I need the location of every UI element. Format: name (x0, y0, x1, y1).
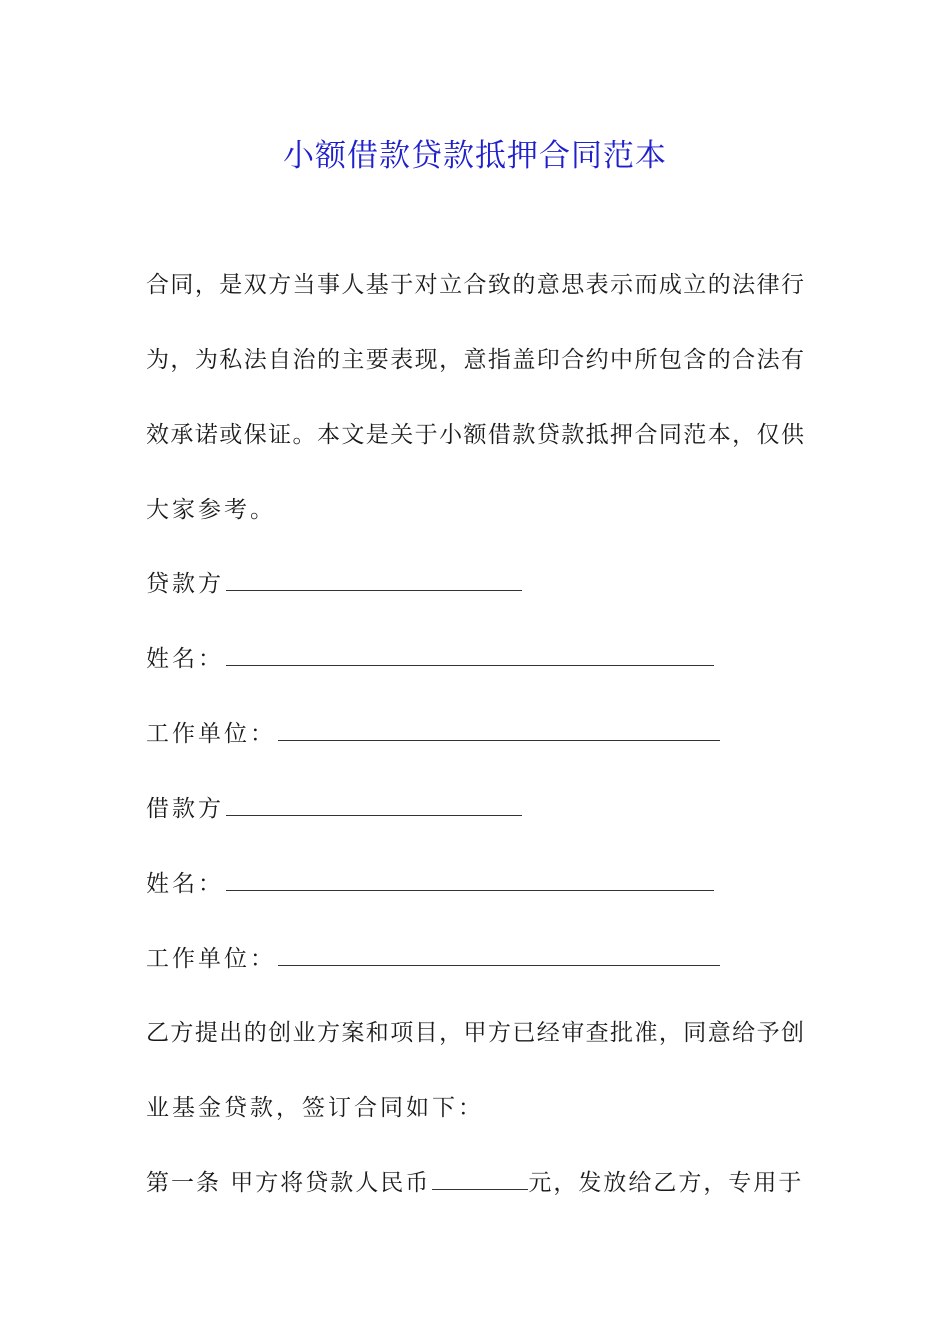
intro-line-1: 合同，是双方当事人基于对立合致的意思表示而成立的法律行 (146, 272, 804, 298)
borrower-label: 借款方 (146, 796, 224, 822)
article-1-before: 第一条 甲方将贷款人民币 (146, 1170, 431, 1196)
lender-name-blank[interactable] (226, 643, 714, 666)
borrower-work-blank[interactable] (278, 943, 720, 966)
loan-amount-blank[interactable] (432, 1167, 528, 1190)
lender-blank[interactable] (226, 568, 522, 591)
lender-name-label: 姓名： (146, 646, 224, 672)
borrower-name-label: 姓名： (146, 871, 224, 897)
borrower-blank[interactable] (226, 793, 522, 816)
borrower-work-row (146, 943, 720, 974)
lender-work-label: 工作单位： (146, 721, 276, 747)
intro-line-4: 大家参考。 (146, 497, 276, 523)
agreement-line-2: 业基金贷款，签订合同如下： (146, 1095, 484, 1121)
intro-line-3: 效承诺或保证。本文是关于小额借款贷款抵押合同范本，仅供 (146, 422, 804, 448)
article-1-row (146, 1167, 803, 1198)
agreement-line-1: 乙方提出的创业方案和项目，甲方已经审查批准，同意给予创 (146, 1020, 804, 1046)
lender-label: 贷款方 (146, 571, 224, 597)
intro-line-2: 为，为私法自治的主要表现，意指盖印合约中所包含的合法有 (146, 347, 804, 373)
borrower-name-blank[interactable] (226, 868, 714, 891)
document-title: 小额借款贷款抵押合同范本 (283, 138, 667, 174)
borrower-row (146, 793, 522, 824)
lender-work-blank[interactable] (278, 718, 720, 741)
borrower-work-label: 工作单位： (146, 946, 276, 972)
article-1-after: 元，发放给乙方，专用于 (528, 1170, 804, 1196)
lender-row (146, 568, 522, 599)
lender-work-row (146, 718, 720, 749)
borrower-name-row (146, 868, 714, 899)
lender-name-row (146, 643, 714, 674)
